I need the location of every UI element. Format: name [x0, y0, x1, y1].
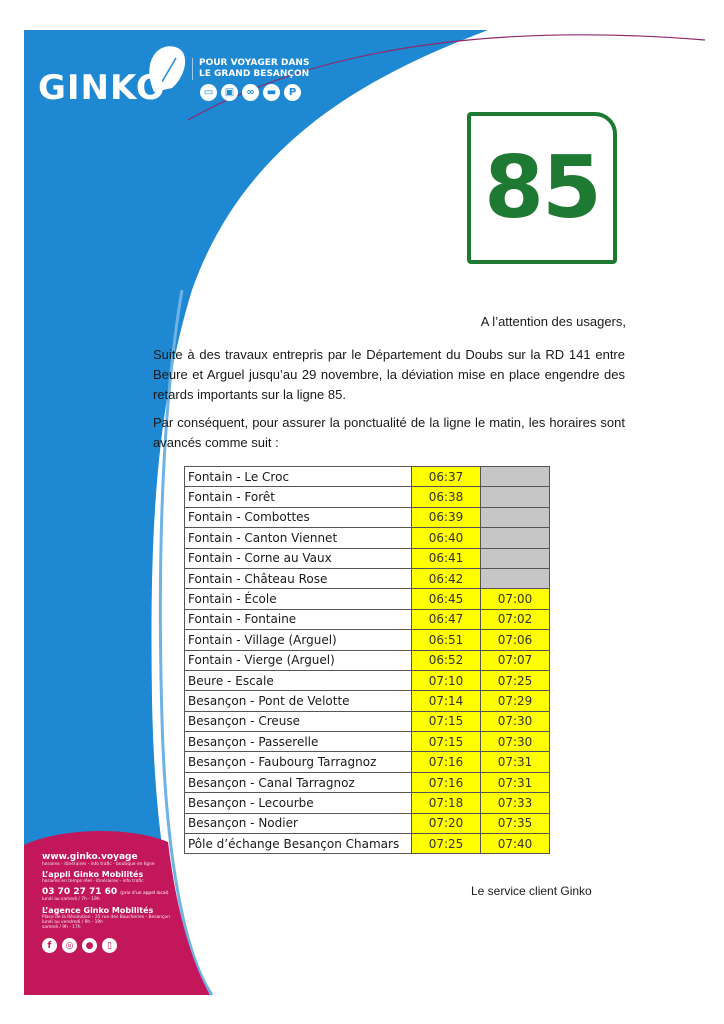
departure-time-1: 07:25 [412, 834, 481, 854]
timetable-row [185, 487, 550, 507]
departure-time-1: 06:39 [412, 507, 481, 527]
departure-time-2: 07:00 [481, 589, 550, 609]
timetable-row [185, 711, 550, 731]
timetable-row [185, 609, 550, 629]
departure-time-2: 07:30 [481, 732, 550, 752]
notice-paragraph-1: Suite à des travaux entrepris par le Département du Doubs sur la RD 141 entre Beure et Arguel jusqu’au 29 novembre, la déviation mise en place engendre des retards importants sur la ligne 85. [153, 347, 625, 402]
timetable [184, 466, 550, 854]
departure-time-1: 06:45 [412, 589, 481, 609]
timetable-row [185, 670, 550, 690]
timetable-row [185, 732, 550, 752]
stop-name: Besançon - Lecourbe [185, 793, 412, 813]
departure-time-1: 07:18 [412, 793, 481, 813]
stop-name: Besançon - Faubourg Tarragnoz [185, 752, 412, 772]
transport-mode-icons [200, 84, 301, 101]
departure-time-1: 07:16 [412, 772, 481, 792]
timetable-row [185, 507, 550, 527]
stop-name: Besançon - Nodier [185, 813, 412, 833]
departure-time-1: 06:40 [412, 528, 481, 548]
departure-time-1: 06:42 [412, 568, 481, 588]
departure-time-1: 07:14 [412, 691, 481, 711]
app-title: L’appli Ginko Mobilités [42, 870, 144, 880]
stop-name: Fontain - Village (Arguel) [185, 630, 412, 650]
stop-name: Fontain - Combottes [185, 507, 412, 527]
stop-name: Fontain - Canton Viennet [185, 528, 412, 548]
stop-name: Fontain - Le Croc [185, 467, 412, 487]
tagline-line2: LE GRAND BESANÇON [199, 69, 310, 79]
departure-time-2: 07:07 [481, 650, 550, 670]
website-link[interactable]: www.ginko.voyage [42, 852, 138, 862]
contact-info [42, 852, 172, 953]
departure-time-1: 07:15 [412, 732, 481, 752]
car-icon: ▬ [263, 84, 280, 101]
departure-time-2 [481, 568, 550, 588]
timetable-row [185, 548, 550, 568]
ginko-logo: GINKO [38, 68, 166, 108]
timetable-row [185, 568, 550, 588]
agency-address: Place de la Révolution - 25 rue des Boucheries - Besançon [42, 914, 170, 920]
stop-name: Fontain - Château Rose [185, 568, 412, 588]
stop-name: Besançon - Passerelle [185, 732, 412, 752]
app-icon[interactable]: ▯ [102, 938, 117, 953]
stop-name: Fontain - Corne au Vaux [185, 548, 412, 568]
departure-time-1: 06:52 [412, 650, 481, 670]
stop-name: Besançon - Canal Tarragnoz [185, 772, 412, 792]
bus-icon: ▭ [200, 84, 217, 101]
timetable-row [185, 630, 550, 650]
stop-name: Fontain - Vierge (Arguel) [185, 650, 412, 670]
phone-note: (prix d’un appel local) [120, 891, 169, 897]
departure-time-2: 07:29 [481, 691, 550, 711]
twitter-icon[interactable]: ● [82, 938, 97, 953]
departure-time-1: 07:20 [412, 813, 481, 833]
stop-name: Pôle d’échange Besançon Chamars [185, 834, 412, 854]
tram-icon: ▣ [221, 84, 238, 101]
instagram-icon[interactable]: ◎ [62, 938, 77, 953]
greeting: A l’attention des usagers, [480, 314, 626, 329]
departure-time-2 [481, 548, 550, 568]
departure-time-2: 07:31 [481, 752, 550, 772]
timetable-row [185, 752, 550, 772]
timetable-row [185, 691, 550, 711]
phone-digits: 03 70 27 71 60 [42, 887, 118, 898]
timetable-row [185, 834, 550, 854]
bike-icon: ∞ [242, 84, 259, 101]
tagline [192, 58, 309, 80]
stop-name: Fontain - Forêt [185, 487, 412, 507]
phone-hours: lundi au samedi / 7h - 19h [42, 897, 100, 903]
social-links [42, 938, 172, 953]
stop-name: Besançon - Pont de Velotte [185, 691, 412, 711]
departure-time-1: 06:38 [412, 487, 481, 507]
line-number: 85 [484, 138, 600, 238]
departure-time-2: 07:35 [481, 813, 550, 833]
departure-time-2: 07:25 [481, 670, 550, 690]
timetable-row [185, 650, 550, 670]
agency-hours-saturday: samedi / 9h - 17h [42, 925, 81, 931]
stop-name: Fontain - Fontaine [185, 609, 412, 629]
tagline-line1: POUR VOYAGER DANS [199, 58, 310, 68]
departure-time-2: 07:06 [481, 630, 550, 650]
departure-time-2: 07:40 [481, 834, 550, 854]
timetable-row [185, 793, 550, 813]
timetable-row [185, 528, 550, 548]
stop-name: Besançon - Creuse [185, 711, 412, 731]
facebook-icon[interactable]: f [42, 938, 57, 953]
phone-number [42, 887, 172, 897]
departure-time-2 [481, 487, 550, 507]
departure-time-1: 06:47 [412, 609, 481, 629]
timetable-row [185, 772, 550, 792]
departure-time-2 [481, 467, 550, 487]
departure-time-1: 06:37 [412, 467, 481, 487]
agency-title: L’agence Ginko Mobilités [42, 905, 154, 915]
timetable-row [185, 467, 550, 487]
signature: Le service client Ginko [471, 884, 592, 898]
departure-time-2: 07:31 [481, 772, 550, 792]
timetable-body [185, 467, 550, 854]
departure-time-1: 07:15 [412, 711, 481, 731]
timetable-row [185, 813, 550, 833]
departure-time-2: 07:33 [481, 793, 550, 813]
park-ride-icon: P [284, 84, 301, 101]
departure-time-1: 06:51 [412, 630, 481, 650]
departure-time-1: 07:10 [412, 670, 481, 690]
notice-paragraph-2: Par conséquent, pour assurer la ponctualité de la ligne le matin, les horaires sont avancés comme suit : [153, 415, 625, 450]
stop-name: Fontain - École [185, 589, 412, 609]
app-description: horaires en temps réel - itinéraires - info trafic [42, 879, 144, 885]
line-number-badge [467, 112, 617, 264]
departure-time-2 [481, 507, 550, 527]
timetable-row [185, 589, 550, 609]
departure-time-1: 07:16 [412, 752, 481, 772]
departure-time-2: 07:30 [481, 711, 550, 731]
departure-time-1: 06:41 [412, 548, 481, 568]
departure-time-2: 07:02 [481, 609, 550, 629]
departure-time-2 [481, 528, 550, 548]
agency-hours-weekday: lundi au vendredi / 9h - 19h [42, 919, 103, 925]
stop-name: Beure - Escale [185, 670, 412, 690]
website-description: horaires - itinéraires - info trafic - boutique en ligne [42, 862, 155, 867]
